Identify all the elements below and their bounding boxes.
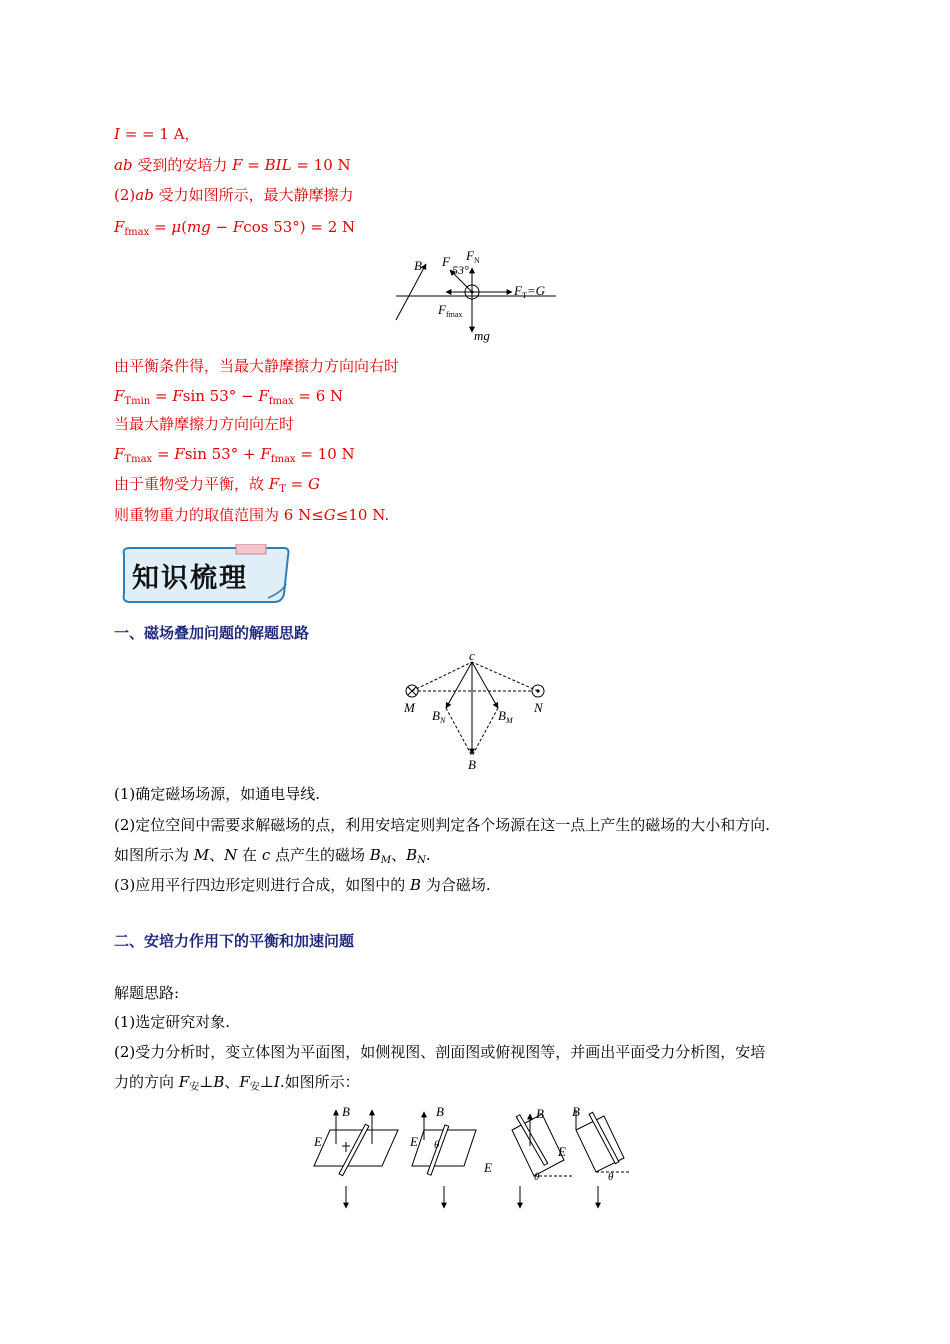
svg-text:c: c [469,650,475,663]
section1-p3: 如图所示为 M、N 在 c 点产生的磁场 $B_M$、$B_N$. [114,846,431,866]
section1-p2: (2)定位空间中需要求解磁场的点，利用安培定则判定各个场源在这一点上产生的磁场的大小和方向. [114,816,771,834]
svg-text:BM: $B_M$ [498,708,513,725]
section2-p0: 解题思路: [114,984,180,1002]
badge-title: 知识梳理 [132,563,248,594]
svg-text:E: E [410,1134,418,1149]
svg-text:E: E [484,1160,492,1175]
solution-line-6: $F_{Tmin} = Fsin$ $53^\circ - F_{fmax} = 6$ N [114,387,344,407]
section2-heading: 二、安培力作用下的平衡和加速问题 [114,932,355,950]
svg-text:θ: θ [534,1171,540,1183]
label-mg: mg [474,328,490,343]
rail-diagram-1 [313,1104,398,1208]
bm-arrow [472,662,498,708]
superposition-diagram [396,650,556,774]
label-fn: $F_N$ [466,250,480,265]
solution-line-2: ab 受到的安培力 F = BIL = 10 N [114,156,351,174]
bn-arrow [446,662,472,708]
label-ff: $F_{fmax}$ [438,302,463,319]
rail-diagram-4 [557,1104,630,1208]
svg-text:θ: θ [608,1171,614,1183]
svg-text:B: B [342,1104,350,1119]
label-angle: 53° [452,263,469,277]
svg-text:M: M [404,700,415,715]
section1-p4: (3)应用平行四边形定则进行合成，如图中的 B 为合磁场. [114,876,491,894]
svg-text:B: B [572,1104,580,1119]
svg-text:E: E [558,1144,566,1159]
label-ft: $F_T=G$ [514,283,546,300]
svg-text:θ: θ [434,1139,440,1151]
section1-heading: 一、磁场叠加问题的解题思路 [114,624,310,642]
svg-text:N: N [534,700,543,715]
solution-line-10: 则重物重力的取值范围为 6 N≤G≤10 N. [114,506,390,524]
label-f: F [442,254,450,269]
svg-text:BN: $B_N$ [432,708,446,725]
svg-text:B: B [536,1106,544,1121]
force-diagram [388,250,568,346]
svg-text:E: E [314,1134,322,1149]
solution-line-5: 由平衡条件得，当最大静摩擦力方向向右时 [114,357,400,375]
section2-p1: (1)选定研究对象. [114,1013,231,1031]
solution-line-7: 当最大静摩擦力方向向左时 [114,415,295,433]
section1-p1: (1)确定磁场场源，如通电导线. [114,785,321,803]
solution-line-8: $F_{Tmax} = Fsin$ $53^\circ + F_{fmax} = 10$ N [114,445,355,465]
section2-p3: 力的方向 $F_安\perp B$、$F_安\perp I$.如图所示： [114,1073,360,1093]
section2-p2: (2)受力分析时，变立体图为平面图，如侧视图、剖面图或俯视图等，并画出平面受力分析图，安培 [114,1043,766,1061]
label-b: B [414,258,422,273]
rail-diagram-2 [409,1104,476,1208]
svg-text:B: B [468,757,476,772]
solution-line-1: I = = 1 A， [114,125,200,143]
svg-text:B: B [436,1104,444,1119]
solution-line-3: (2)ab 受力如图所示，最大静摩擦力 [114,186,354,204]
solution-line-9: 由于重物受力平衡，故 $F_T = G$ [114,475,320,495]
solution-line-4: $F_{fmax} = \mu(mg - Fcos$ 53°) = 2 N [114,218,356,238]
rail-diagrams [306,1100,642,1220]
